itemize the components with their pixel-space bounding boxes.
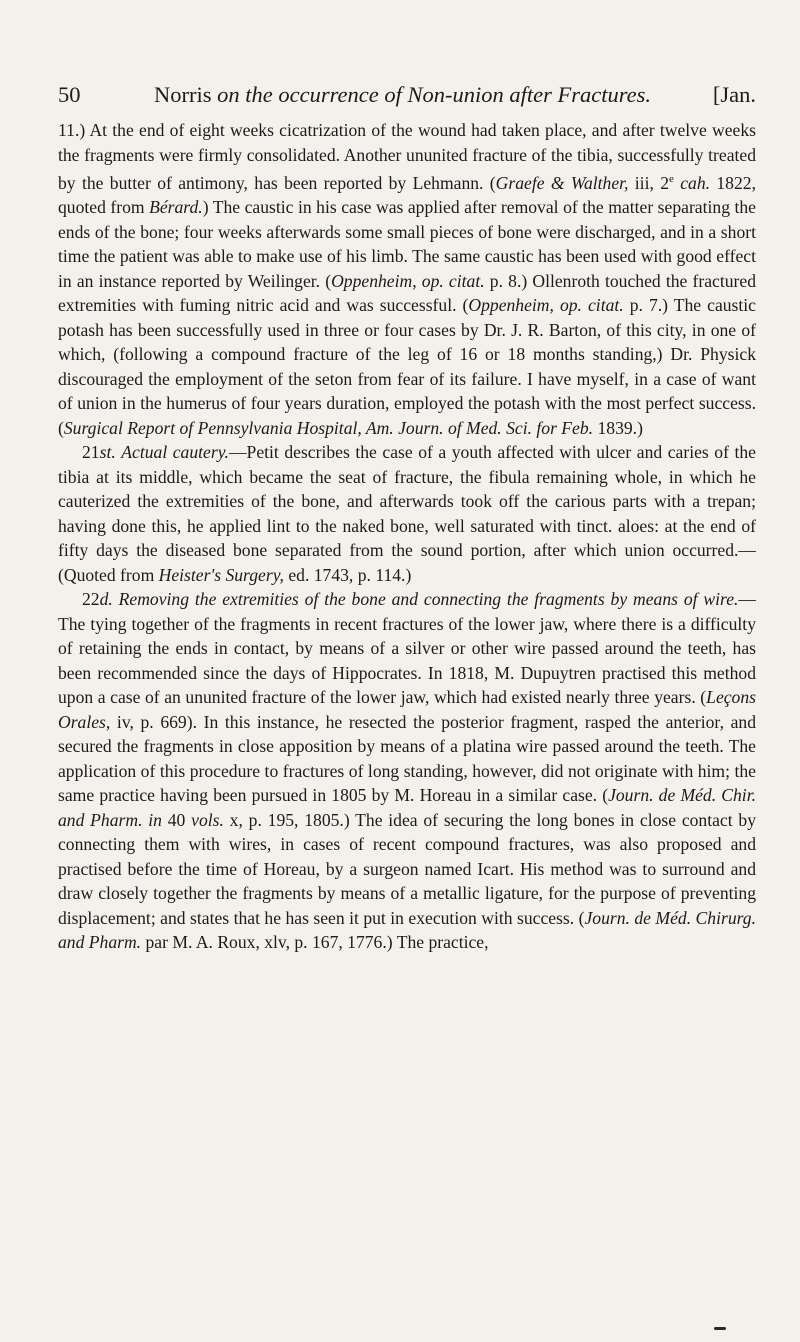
italic-run: Bérard. xyxy=(149,197,203,218)
paragraph-actual-cautery: 21st. Actual cautery.—Petit describes the case of a youth affected with ulcer and caries of the tibia at its middle, which became the seat of fracture, the fibula remaining whole, in which he cauterized the extremities of the bone, and afterwards took off the carious parts with a trepan; having done this, he applied lint to the naked bone, well saturated with tinct. aloes: at the end of fifty days the diseased bone separated from the sound portion, after which union occurred.—(Quoted from Heister's Surgery, ed. 1743, p. 114.) xyxy=(58,442,756,585)
italic-run: Journ. de Méd. Chirurg. and Pharm. xyxy=(58,907,757,953)
italic-run: cah. xyxy=(680,172,711,193)
paragraph-butter-of-antimony: 11.) At the end of eight weeks cicatrization of the wound had taken place, and after twelve weeks the fragments were firmly consolidated. Another ununited fracture of the tibia, successfully treated by the butter of antimony, has been reported by Lehmann. (Graefe & Walther, iii, 2e cah. 1822, quoted from Bérard.) The caustic in his case was applied after removal of the matter separating the ends of the bone; four weeks afterwards some small pieces of bone were discharged, and in a short time the patient was able to make use of his limb. The same caustic has been used with good effect in an instance reported by Weilinger. (Oppenheim, op. citat. p. 8.) Ollenroth touched the fractured extremities with fuming nitric acid and was successful. (Oppenheim, op. citat. p. 7.) The caustic potash has been successfully used in three or four cases by Dr. J. R. Barton, of this city, in one of which, (following a compound fracture of the leg of 16 or 18 months standing,) Dr. Physick discouraged the employment of the seton from fear of its failure. I have myself, in a case of want of union in the humerus of four years duration, employed the potash with the most perfect success. (Surgical Report of Pennsylvania Hospital, Am. Journ. of Med. Sci. for Feb. 1839.) xyxy=(58,120,756,438)
running-article-title: on the occurrence of Non-union after Fractures. xyxy=(217,82,651,107)
italic-run: d. xyxy=(99,589,113,610)
running-head xyxy=(58,82,756,108)
italic-run: Leçons Orales, xyxy=(58,687,756,732)
running-title xyxy=(154,82,713,108)
body-text xyxy=(58,118,756,955)
italic-run: Oppenheim, op. citat. xyxy=(331,270,485,291)
italic-run: Oppenheim, op. citat. xyxy=(468,295,624,316)
paragraph-removing-extremities-wire: 22d. Removing the extremities of the bone and connecting the fragments by means of wire.—The tying together of the fragments in recent fractures of the lower jaw, where there is a difficulty of retaining the ends in contact, by means of a silver or other wire passed around the teeth, has been recommended since the days of Hippocrates. In 1818, M. Dupuytren practised this method upon a case of an ununited fracture of the lower jaw, which had existed nearly three years. (Leçons Orales, iv, p. 669). In this instance, he resected the posterior fragment, rasped the anterior, and secured the fragments in close apposition by means of a platina wire passed around the teeth. The application of this procedure to fractures of long standing, however, did not originate with him; the same practice having been pursued in 1805 by M. Horeau in a similar case. (Journ. de Méd. Chir. and Pharm. in 40 vols. x, p. 195, 1805.) The idea of securing the long bones in close contact by connecting them with wires, in cases of recent compound fractures, was also proposed and practised before the time of Horeau, by a surgeon named Icart. His method was to surround and draw closely together the fragments by means of a metallic ligature, for the purpose of preventing displacement; and states that he has seen it put in execution with success. (Journ. de Méd. Chirurg. and Pharm. par M. A. Roux, xlv, p. 167, 1776.) The practice, xyxy=(58,589,757,953)
italic-run: st. xyxy=(99,442,116,463)
italic-run: vols. xyxy=(191,809,224,830)
print-mark xyxy=(714,1327,726,1330)
italic-run: Heister's Surgery, xyxy=(158,564,284,585)
italic-run: Surgical Report of Pennsylvania Hospital, Am. Journ. of Med. Sci. for Feb. xyxy=(63,417,594,438)
italic-run: Graefe & Walther, xyxy=(495,172,629,193)
italic-run: Removing the extremities of the bone and connecting the fragments by means of wire. xyxy=(118,589,739,610)
running-author: Norris xyxy=(154,82,212,107)
page-number: 50 xyxy=(58,82,81,107)
italic-run: Journ. de Méd. Chir. and Pharm. in xyxy=(58,785,756,830)
running-month: [Jan. xyxy=(712,82,756,107)
superscript-run: e xyxy=(669,173,674,185)
italic-run: Actual cautery. xyxy=(121,442,229,463)
